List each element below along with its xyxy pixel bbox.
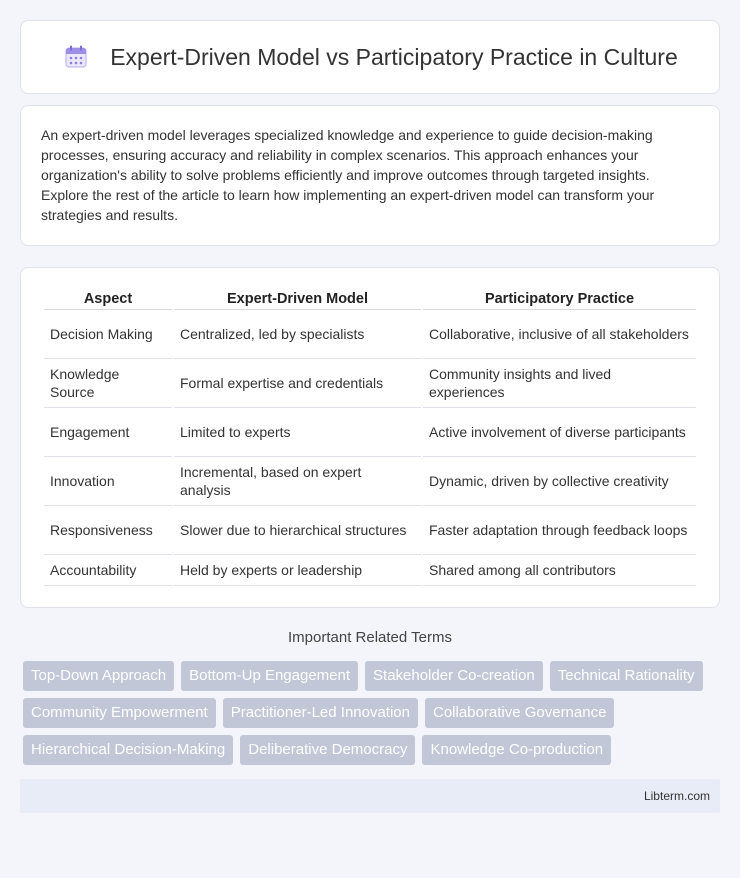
row-aspect: Engagement: [44, 408, 172, 457]
page-title: Expert-Driven Model vs Participatory Practice in Culture: [110, 43, 678, 70]
comparison-table: [42, 288, 698, 586]
row-aspect: Decision Making: [44, 310, 172, 359]
tag-practitioner-led-innovation[interactable]: Practitioner-Led Innovation: [223, 698, 418, 728]
row-expert-value: Slower due to hierarchical structures: [174, 506, 421, 555]
title-card: [20, 20, 720, 94]
calendar-icon: [62, 43, 90, 71]
row-participatory-value: Community insights and lived experiences: [423, 359, 696, 408]
row-participatory-value: Faster adaptation through feedback loops: [423, 506, 696, 555]
table-row: [44, 359, 696, 408]
tag-community-empowerment[interactable]: Community Empowerment: [23, 698, 216, 728]
table-row: [44, 555, 696, 586]
tag-hierarchical-decision-making[interactable]: Hierarchical Decision-Making: [23, 735, 233, 765]
table-header-row: [44, 288, 696, 310]
row-participatory-value: Dynamic, driven by collective creativity: [423, 457, 696, 506]
tag-top-down-approach[interactable]: Top-Down Approach: [23, 661, 174, 691]
tag-deliberative-democracy[interactable]: Deliberative Democracy: [240, 735, 415, 765]
header-aspect: Aspect: [44, 288, 172, 310]
comparison-table-card: [20, 267, 720, 608]
footer-brand[interactable]: Libterm.com: [643, 789, 710, 803]
footer: [20, 779, 720, 813]
table-row: [44, 457, 696, 506]
row-aspect: Knowledge Source: [44, 359, 172, 408]
table-row: [44, 506, 696, 555]
tag-knowledge-co-production[interactable]: Knowledge Co-production: [422, 735, 611, 765]
row-aspect: Responsiveness: [44, 506, 172, 555]
row-participatory-value: Collaborative, inclusive of all stakeholders: [423, 310, 696, 359]
related-terms-title: Important Related Terms: [288, 629, 452, 646]
intro-card: [20, 105, 720, 246]
tag-technical-rationality[interactable]: Technical Rationality: [550, 661, 703, 691]
row-expert-value: Centralized, led by specialists: [174, 310, 421, 359]
row-participatory-value: Active involvement of diverse participants: [423, 408, 696, 457]
row-participatory-value: Shared among all contributors: [423, 555, 696, 586]
tag-bottom-up-engagement[interactable]: Bottom-Up Engagement: [181, 661, 358, 691]
row-expert-value: Incremental, based on expert analysis: [174, 457, 421, 506]
header-expert-driven: Expert-Driven Model: [174, 288, 421, 310]
row-aspect: Innovation: [44, 457, 172, 506]
tag-stakeholder-co-creation[interactable]: Stakeholder Co-creation: [365, 661, 543, 691]
table-row: [44, 408, 696, 457]
row-expert-value: Formal expertise and credentials: [174, 359, 421, 408]
row-expert-value: Held by experts or leadership: [174, 555, 421, 586]
related-terms-tags: [20, 661, 720, 765]
header-participatory: Participatory Practice: [423, 288, 696, 310]
row-aspect: Accountability: [44, 555, 172, 586]
table-row: [44, 310, 696, 359]
tag-collaborative-governance[interactable]: Collaborative Governance: [425, 698, 614, 728]
intro-paragraph: An expert-driven model leverages specialized knowledge and experience to guide decision-making processes, ensuring accuracy and reliability in complex scenarios. This approach enhances your organization's ability to solve problems efficiently and improve outcomes through targeted insights. Explore the rest of the article to learn how implementing an expert-driven model can transform your strategies and results.: [41, 127, 655, 223]
row-expert-value: Limited to experts: [174, 408, 421, 457]
